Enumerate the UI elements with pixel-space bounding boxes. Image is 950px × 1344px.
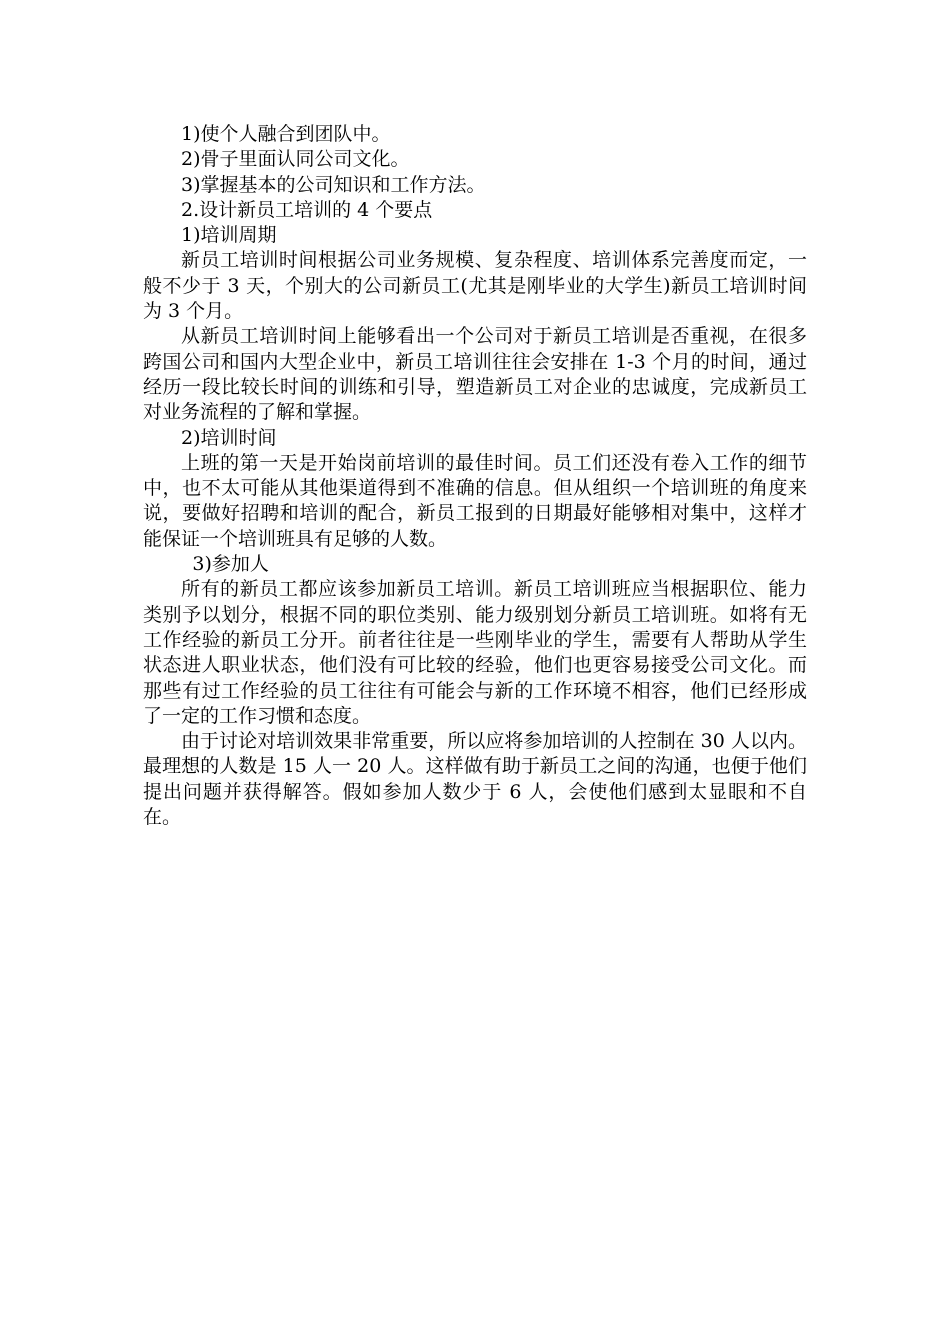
subheading-participants: 3)参加人 — [192, 553, 269, 576]
list-item-goal-3: 3)掌握基本的公司知识和工作方法。 — [181, 173, 486, 196]
paragraph-group-size: 由于讨论对培训效果非常重要，所以应将参加培训的人控制在 30 人以内。最理想的人数是 15 人一 20 人。这样做有助于新员工之间的沟通，也便于他们提出问题并获得解答。假如参加人数少于 6 人，会使他们感到太显眼和不自在。 — [143, 730, 807, 829]
paragraph-training-cycle: 新员工培训时间根据公司业务规模、复杂程度、培训体系完善度而定，一般不少于 3 天，个别大的公司新员工(尤其是刚毕业的大学生)新员工培训时间为 3 个月。 — [143, 249, 807, 323]
list-item-goal-1: 1)使个人融合到团队中。 — [181, 123, 391, 145]
paragraph-training-time: 上班的第一天是开始岗前培训的最佳时间。员工们还没有卷入工作的细节中，也不太可能从其他渠道得到不准确的信息。但从组织一个培训班的角度来说，要做好招聘和培训的配合，新员工报到的日期最好能够相对集中，这样才能保证一个培训班具有足够的人数。 — [143, 451, 807, 550]
subheading-training-time: 2)培训时间 — [181, 426, 277, 449]
paragraph-participants: 所有的新员工都应该参加新员工培训。新员工培训班应当根据职位、能力类别予以划分，根据不同的职位类别、能力级别划分新员工培训班。如将有无工作经验的新员工分开。前者往往是一些刚毕业的学生，需要有人帮助从学生状态进人职业状态，他们没有可比较的经验，他们也更容易接受公司文化。而那些有过工作经验的员工往往有可能会与新的工作环境不相容，他们已经形成了一定的工作习惯和态度。 — [143, 578, 807, 727]
list-item-goal-2: 2)骨子里面认同公司文化。 — [181, 148, 410, 171]
paragraph-training-importance: 从新员工培训时间上能够看出一个公司对于新员工培训是否重视，在很多跨国公司和国内大型企业中，新员工培训往往会安排在 1-3 个月的时间，通过经历一段比较长时间的训练和引导，塑造新员工对企业的忠诚度，完成新员工对业务流程的了解和掌握。 — [143, 325, 807, 424]
document-page — [143, 122, 807, 830]
section-heading-design-points: 2.设计新员工培训的 4 个要点 — [181, 198, 433, 221]
subheading-training-cycle: 1)培训周期 — [181, 224, 277, 247]
